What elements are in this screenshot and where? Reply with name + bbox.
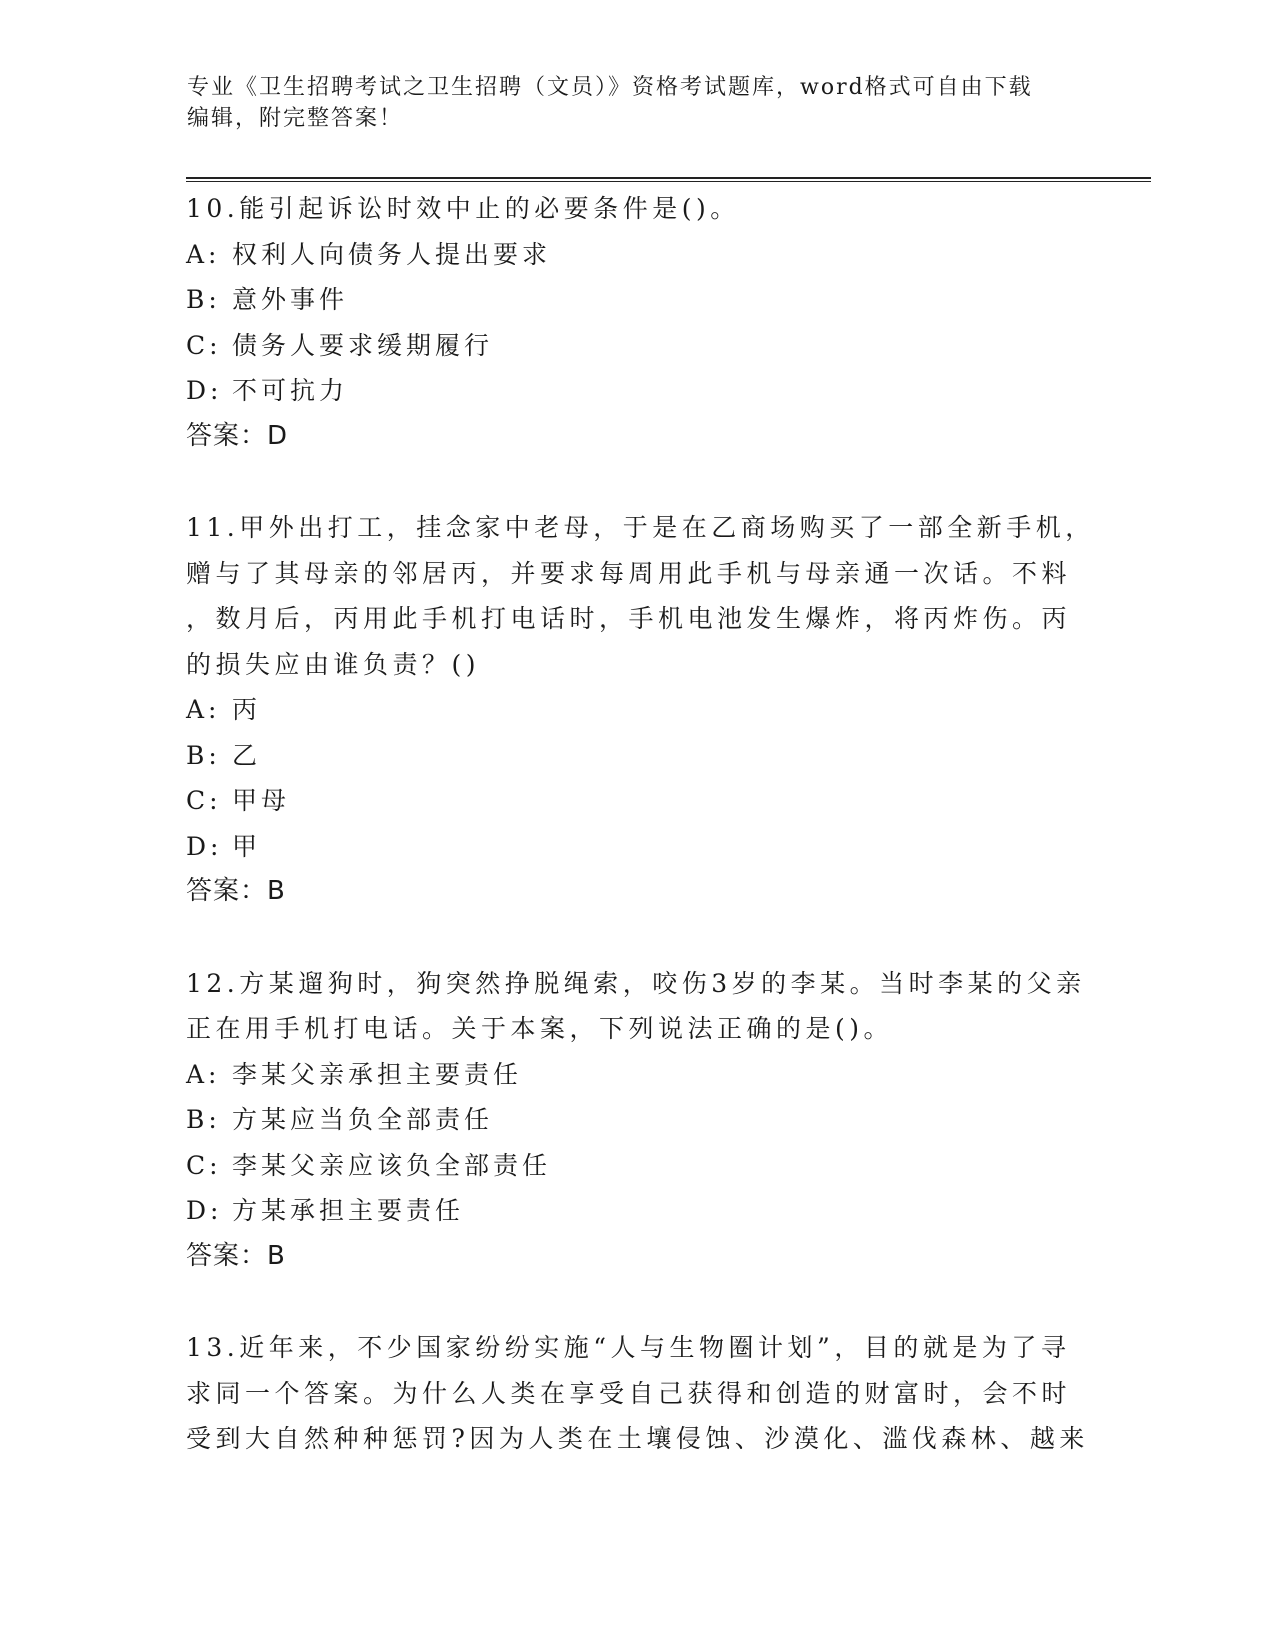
option-letter: A: <box>186 695 221 724</box>
option-letter: A: <box>186 239 221 269</box>
option-text: 李某父亲承担主要责任 <box>232 1059 523 1089</box>
option-c <box>186 1143 1086 1189</box>
option-a <box>186 1052 1086 1098</box>
stem-line: ，数月后，丙用此手机打电话时，手机电池发生爆炸，将丙炸伤。丙 <box>186 604 1072 633</box>
stem-line: 求同一个答案。为什么人类在享受自己获得和创造的财富时，会不时 <box>186 1378 1072 1408</box>
option-text: 权利人向债务人提出要求 <box>232 239 552 269</box>
stem-line: 12.方某遛狗时，狗突然挣脱绳索，咬伤3岁的李某。当时李某的父亲 <box>186 968 1086 998</box>
option-text: 债务人要求缓期履行 <box>232 330 494 360</box>
question-stem <box>186 505 1095 687</box>
stem-line: 11.甲外出打工，挂念家中老母，于是在乙商场购买了一部全新手机， <box>186 513 1095 542</box>
question-stem <box>186 186 1086 232</box>
option-letter: C: <box>186 1150 222 1180</box>
option-letter: D: <box>186 376 223 405</box>
stem-line: 正在用手机打电话。关于本案，下列说法正确的是()。 <box>186 1014 894 1043</box>
option-text: 意外事件 <box>232 285 349 314</box>
question-13 <box>186 1325 1089 1462</box>
option-letter: B: <box>186 1105 221 1134</box>
option-text: 乙 <box>232 740 262 770</box>
option-letter: C: <box>186 786 222 815</box>
option-text: 丙 <box>232 695 262 724</box>
option-letter: C: <box>186 330 222 360</box>
option-letter: D: <box>186 831 223 861</box>
option-letter: A: <box>186 1059 221 1089</box>
question-list <box>186 186 1095 1462</box>
option-text: 甲母 <box>232 786 291 815</box>
answer-line: 答案：D <box>186 420 289 451</box>
option-letter: B: <box>186 285 221 314</box>
header-line-2: 编辑，附完整答案！ <box>187 106 404 131</box>
option-d <box>186 1188 1086 1234</box>
option-d <box>186 824 1086 870</box>
option-c <box>186 323 1086 369</box>
option-text: 不可抗力 <box>232 376 349 405</box>
document-header <box>187 72 1067 134</box>
stem-line: 的损失应由谁负责？() <box>186 649 481 679</box>
question-stem <box>186 1325 1089 1462</box>
option-text: 甲 <box>232 831 262 861</box>
option-b <box>186 733 1086 779</box>
answer-line: 答案：B <box>186 876 286 906</box>
question-11 <box>186 505 1095 915</box>
option-text: 李某父亲应该负全部责任 <box>232 1150 552 1180</box>
header-divider <box>186 177 1151 182</box>
option-letter: B: <box>186 740 221 770</box>
header-line-1: 专业《卫生招聘考试之卫生招聘（文员）》资格考试题库，word格式可自由下载 <box>187 75 1033 100</box>
question-stem <box>186 961 1086 1052</box>
option-d <box>186 368 1086 414</box>
question-10 <box>186 186 1086 459</box>
option-text: 方某承担主要责任 <box>232 1196 465 1225</box>
option-a <box>186 232 1086 278</box>
stem-line: 13.近年来，不少国家纷纷实施“人与生物圈计划”，目的就是为了寻 <box>186 1333 1071 1362</box>
option-letter: D: <box>186 1196 223 1225</box>
stem-line: 10.能引起诉讼时效中止的必要条件是()。 <box>186 194 740 223</box>
stem-line: 赠与了其母亲的邻居丙，并要求每周用此手机与母亲通一次话。不料 <box>186 558 1072 588</box>
option-text: 方某应当负全部责任 <box>232 1105 494 1134</box>
stem-line: 受到大自然种种惩罚?因为人类在土壤侵蚀、沙漠化、滥伐森林、越来 <box>186 1424 1089 1453</box>
option-b <box>186 1097 1086 1143</box>
option-a <box>186 687 1086 733</box>
option-c <box>186 778 1086 824</box>
answer-line: 答案：B <box>186 1240 286 1271</box>
question-12 <box>186 961 1086 1280</box>
option-b <box>186 277 1086 323</box>
